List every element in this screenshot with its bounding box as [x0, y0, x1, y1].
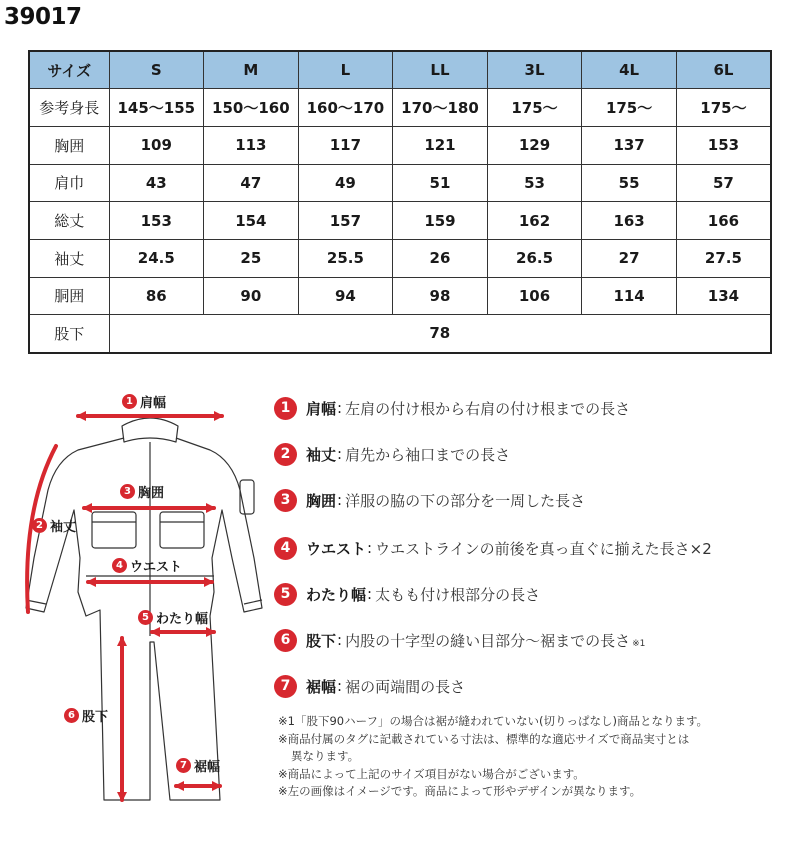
- table-cell: 129: [487, 126, 582, 164]
- table-cell: 43: [109, 164, 204, 202]
- table-cell: 162: [487, 202, 582, 240]
- diagram-label-5: 5 わたり幅: [138, 608, 208, 627]
- legend-separator: :: [367, 539, 373, 557]
- table-cell: 121: [393, 126, 488, 164]
- size-header-cell: 6L: [676, 51, 771, 89]
- row-label: 参考身長: [29, 89, 109, 127]
- table-row: [29, 315, 771, 353]
- table-cell: 27.5: [676, 239, 771, 277]
- table-cell: 25: [204, 239, 299, 277]
- footnote-line: 異なります。: [291, 749, 360, 763]
- table-cell: 137: [582, 126, 677, 164]
- right-pocket: [160, 512, 204, 548]
- number-badge: 3: [274, 489, 297, 512]
- table-cell: 90: [204, 277, 299, 315]
- table-cell: 25.5: [298, 239, 393, 277]
- table-row: [29, 126, 771, 164]
- table-cell: 114: [582, 277, 677, 315]
- inseam-cell: 78: [109, 315, 771, 353]
- diagram-label-4: 4 ウエスト: [112, 556, 182, 575]
- table-cell: 24.5: [109, 239, 204, 277]
- table-cell: 145〜155: [109, 89, 204, 127]
- legend-footnote-mark: ※1: [632, 639, 646, 649]
- footnote-line: ※左の画像はイメージです。商品によって形やデザインが異なります。: [278, 784, 642, 798]
- row-label: 袖丈: [29, 239, 109, 277]
- legend-term: 肩幅: [306, 399, 337, 418]
- coverall-diagram: [0, 380, 270, 864]
- legend-term: 袖丈: [306, 445, 337, 464]
- table-cell: 94: [298, 277, 393, 315]
- table-cell: 166: [676, 202, 771, 240]
- diagram-label-3: 3 胸囲: [120, 482, 164, 501]
- legend-separator: :: [337, 631, 343, 649]
- size-header-cell: LL: [393, 51, 488, 89]
- table-row: [29, 202, 771, 240]
- table-cell: 55: [582, 164, 677, 202]
- table-cell: 170〜180: [393, 89, 488, 127]
- legend-separator: :: [337, 399, 343, 417]
- size-table: [28, 50, 772, 354]
- legend-desc: ウエストラインの前後を真っ直ぐに揃えた長さ×2: [375, 539, 712, 558]
- row-label: 股下: [29, 315, 109, 353]
- table-cell: 98: [393, 277, 488, 315]
- table-cell: 106: [487, 277, 582, 315]
- legend-desc: 左肩の付け根から右肩の付け根までの長さ: [345, 399, 631, 418]
- size-header-row: [29, 51, 771, 89]
- legend-term: 胸囲: [306, 491, 337, 510]
- table-cell: 113: [204, 126, 299, 164]
- legend-desc: 裾の両端間の長さ: [345, 677, 466, 696]
- table-cell: 51: [393, 164, 488, 202]
- left-pocket: [92, 512, 136, 548]
- table-cell: 153: [109, 202, 204, 240]
- table-cell: 160〜170: [298, 89, 393, 127]
- footnote-line: ※1「股下90ハーフ」の場合は裾が縫われていない(切りっぱなし)商品となります。: [278, 714, 709, 728]
- table-cell: 109: [109, 126, 204, 164]
- table-row: [29, 89, 771, 127]
- legend-desc: 洋服の脇の下の部分を一周した長さ: [345, 491, 586, 510]
- table-cell: 134: [676, 277, 771, 315]
- sleeve-pocket: [240, 480, 254, 514]
- table-cell: 157: [298, 202, 393, 240]
- table-cell: 175〜: [676, 89, 771, 127]
- number-badge: 5: [274, 583, 297, 606]
- table-cell: 26.5: [487, 239, 582, 277]
- legend-item: [274, 581, 540, 607]
- legend-item: [274, 673, 465, 699]
- number-badge: 1: [274, 397, 297, 420]
- diagram-label-6: 6 股下: [64, 706, 108, 725]
- table-cell: 153: [676, 126, 771, 164]
- table-row: [29, 277, 771, 315]
- table-cell: 57: [676, 164, 771, 202]
- legend-item: [274, 487, 585, 513]
- row-label: 肩巾: [29, 164, 109, 202]
- table-cell: 163: [582, 202, 677, 240]
- number-badge: 4: [274, 537, 297, 560]
- legend-item: [274, 441, 510, 467]
- table-cell: 175〜: [487, 89, 582, 127]
- table-cell: 27: [582, 239, 677, 277]
- table-cell: 26: [393, 239, 488, 277]
- table-cell: 117: [298, 126, 393, 164]
- number-badge: 6: [274, 629, 297, 652]
- legend-separator: :: [337, 491, 343, 509]
- diagram-label-7: 7 裾幅: [176, 756, 220, 775]
- row-label: 胴囲: [29, 277, 109, 315]
- table-cell: 150〜160: [204, 89, 299, 127]
- table-cell: 86: [109, 277, 204, 315]
- footnotes: [278, 713, 793, 801]
- legend-term: 股下: [306, 631, 337, 650]
- number-badge: 7: [274, 675, 297, 698]
- diagram-label-1: 1 肩幅: [122, 392, 166, 411]
- table-cell: 175〜: [582, 89, 677, 127]
- row-label: 胸囲: [29, 126, 109, 164]
- product-code: 39017: [4, 4, 82, 30]
- footnote-line: ※商品によって上記のサイズ項目がない場合がございます。: [278, 766, 585, 781]
- table-row: [29, 239, 771, 277]
- table-cell: 154: [204, 202, 299, 240]
- size-header-cell: S: [109, 51, 204, 89]
- legend-separator: :: [337, 677, 343, 695]
- coverall-illustration: [0, 380, 270, 864]
- legend-item: [274, 535, 712, 561]
- legend-separator: :: [367, 585, 373, 603]
- legend-item: [274, 627, 645, 653]
- number-badge: 2: [274, 443, 297, 466]
- legend-separator: :: [337, 445, 343, 463]
- legend-desc: 内股の十字型の縫い目部分〜裾までの長さ: [345, 631, 631, 650]
- collar-shape: [122, 418, 178, 442]
- legend-item: [274, 395, 630, 421]
- size-header-cell: 3L: [487, 51, 582, 89]
- table-cell: 159: [393, 202, 488, 240]
- legend-term: 裾幅: [306, 677, 337, 696]
- table-cell: 47: [204, 164, 299, 202]
- row-label: 総丈: [29, 202, 109, 240]
- legend-term: わたり幅: [306, 585, 367, 604]
- size-header-label: サイズ: [29, 51, 109, 89]
- size-header-cell: L: [298, 51, 393, 89]
- footnote-line: ※商品付属のタグに記載されている寸法は、標準的な適応サイズで商品実寸とは: [278, 731, 690, 746]
- table-cell: 53: [487, 164, 582, 202]
- legend-desc: 肩先から袖口までの長さ: [345, 445, 511, 464]
- table-row: [29, 164, 771, 202]
- legend-term: ウエスト: [306, 539, 367, 558]
- diagram-label-2: 2 袖丈: [32, 516, 76, 535]
- legend-desc: 太もも付け根部分の長さ: [375, 585, 541, 604]
- size-header-cell: 4L: [582, 51, 677, 89]
- size-header-cell: M: [204, 51, 299, 89]
- table-cell: 49: [298, 164, 393, 202]
